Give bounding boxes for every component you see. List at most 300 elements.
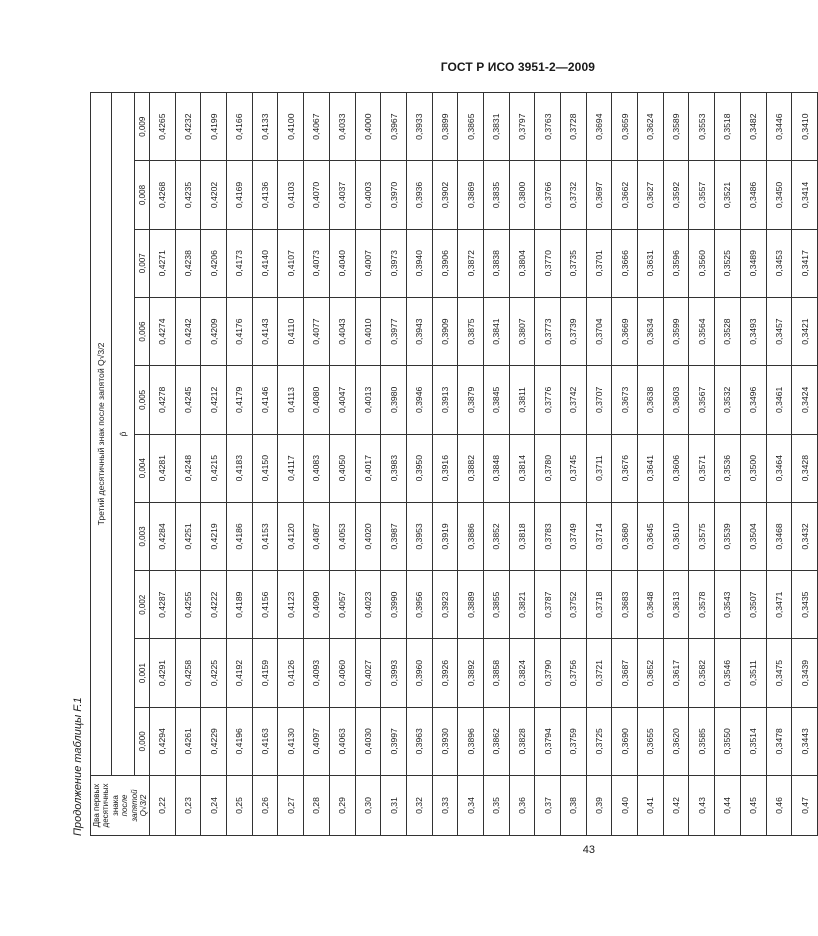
table-cell: 0,4146: [252, 366, 278, 434]
table-cell: 0,3909: [432, 297, 458, 365]
table-cell: 0,3482: [740, 93, 766, 161]
table-cell: 0,3896: [458, 707, 484, 775]
table-cell: 0,3933: [406, 93, 432, 161]
table-cell: 0,3872: [458, 229, 484, 297]
table-cell: 0,3567: [689, 366, 715, 434]
table-row: [509, 93, 535, 836]
table-cell: 0,3582: [689, 639, 715, 707]
table-cell: 0,3648: [638, 571, 664, 639]
table-cell: 0,4287: [150, 571, 176, 639]
table-cell: 0,4067: [304, 93, 330, 161]
table-cell: 0,4261: [175, 707, 201, 775]
row-key-cell: 0,46: [766, 776, 792, 836]
table-cell: 0,3930: [432, 707, 458, 775]
rotated-table-area: [68, 92, 810, 836]
table-row: [406, 93, 432, 836]
table-cell: 0,4113: [278, 366, 304, 434]
table-cell: 0,4202: [201, 161, 227, 229]
table-cell: 0,3824: [509, 639, 535, 707]
table-cell: 0,3770: [535, 229, 561, 297]
table-cell: 0,3797: [509, 93, 535, 161]
table-cell: 0,3970: [381, 161, 407, 229]
table-cell: 0,4199: [201, 93, 227, 161]
table-cell: 0,3919: [432, 502, 458, 570]
row-key-cell: 0,37: [535, 776, 561, 836]
table-cell: 0,3739: [561, 297, 587, 365]
table-cell: 0,4229: [201, 707, 227, 775]
table-cell: 0,3652: [638, 639, 664, 707]
row-key-cell: 0,45: [740, 776, 766, 836]
table-cell: 0,3592: [663, 161, 689, 229]
table-cell: 0,3557: [689, 161, 715, 229]
table-cell: 0,3596: [663, 229, 689, 297]
table-cell: 0,3585: [689, 707, 715, 775]
table-cell: 0,3913: [432, 366, 458, 434]
table-cell: 0,3578: [689, 571, 715, 639]
table-cell: 0,3936: [406, 161, 432, 229]
table-cell: 0,4284: [150, 502, 176, 570]
row-key-cell: 0,27: [278, 776, 304, 836]
table-cell: 0,3518: [715, 93, 741, 161]
table-row: [150, 93, 176, 836]
table-cell: 0,4196: [227, 707, 253, 775]
table-cell: 0,3987: [381, 502, 407, 570]
table-cell: 0,3690: [612, 707, 638, 775]
table-cell: 0,3725: [586, 707, 612, 775]
table-cell: 0,3728: [561, 93, 587, 161]
table-cell: 0,3687: [612, 639, 638, 707]
table-cell: 0,3421: [792, 297, 818, 365]
table-cell: 0,4043: [329, 297, 355, 365]
table-cell: 0,4050: [329, 434, 355, 502]
column-header: 0,009: [135, 93, 150, 161]
table-cell: 0,3845: [483, 366, 509, 434]
table-row: [792, 93, 818, 836]
table-row: [278, 93, 304, 836]
column-header: 0,003: [135, 502, 150, 570]
table-row: [535, 93, 561, 836]
table-cell: 0,4232: [175, 93, 201, 161]
table-cell: 0,3946: [406, 366, 432, 434]
row-header-line2: десятичных знака: [101, 783, 120, 828]
table-cell: 0,4265: [150, 93, 176, 161]
table-cell: 0,4258: [175, 639, 201, 707]
table-cell: 0,3560: [689, 229, 715, 297]
table-cell: 0,3745: [561, 434, 587, 502]
table-cell: 0,4013: [355, 366, 381, 434]
table-cell: 0,4097: [304, 707, 330, 775]
table-cell: 0,3655: [638, 707, 664, 775]
table-cell: 0,4107: [278, 229, 304, 297]
table-cell: 0,4117: [278, 434, 304, 502]
table-body: [150, 93, 818, 836]
table-cell: 0,4245: [175, 366, 201, 434]
table-row: [766, 93, 792, 836]
table-cell: 0,3950: [406, 434, 432, 502]
table-cell: 0,3852: [483, 502, 509, 570]
table-cell: 0,4053: [329, 502, 355, 570]
table-cell: 0,3889: [458, 571, 484, 639]
table-cell: 0,3916: [432, 434, 458, 502]
table-cell: 0,4010: [355, 297, 381, 365]
table-cell: 0,3432: [792, 502, 818, 570]
column-header: 0,000: [135, 707, 150, 775]
table-cell: 0,3603: [663, 366, 689, 434]
table-cell: 0,3953: [406, 502, 432, 570]
table-row: [304, 93, 330, 836]
table-cell: 0,3879: [458, 366, 484, 434]
table-cell: 0,3564: [689, 297, 715, 365]
table-cell: 0,3521: [715, 161, 741, 229]
table-cell: 0,4126: [278, 639, 304, 707]
table-cell: 0,3417: [792, 229, 818, 297]
table-cell: 0,3735: [561, 229, 587, 297]
column-header: 0,001: [135, 639, 150, 707]
table-cell: 0,3610: [663, 502, 689, 570]
table-cell: 0,3489: [740, 229, 766, 297]
table-cell: 0,3543: [715, 571, 741, 639]
table-cell: 0,4120: [278, 502, 304, 570]
table-cell: 0,3553: [689, 93, 715, 161]
table-cell: 0,3645: [638, 502, 664, 570]
table-cell: 0,3589: [663, 93, 689, 161]
table-cell: 0,3838: [483, 229, 509, 297]
table-cell: 0,3773: [535, 297, 561, 365]
column-header: 0,004: [135, 434, 150, 502]
table-cell: 0,3694: [586, 93, 612, 161]
table-cell: 0,3902: [432, 161, 458, 229]
table-cell: 0,3504: [740, 502, 766, 570]
row-header-line1: Два первых: [91, 783, 101, 828]
table-cell: 0,3732: [561, 161, 587, 229]
table-cell: 0,4040: [329, 229, 355, 297]
table-cell: 0,3983: [381, 434, 407, 502]
table-row: [201, 93, 227, 836]
table-cell: 0,4225: [201, 639, 227, 707]
row-key-cell: 0,23: [175, 776, 201, 836]
table-cell: 0,4173: [227, 229, 253, 297]
page-number: 43: [582, 844, 595, 856]
row-key-cell: 0,22: [150, 776, 176, 836]
table-cell: 0,3973: [381, 229, 407, 297]
table-row: [432, 93, 458, 836]
row-key-cell: 0,31: [381, 776, 407, 836]
row-key-cell: 0,41: [638, 776, 664, 836]
table-cell: 0,4271: [150, 229, 176, 297]
table-cell: 0,3967: [381, 93, 407, 161]
table-row: [355, 93, 381, 836]
table-cell: 0,4000: [355, 93, 381, 161]
row-key-cell: 0,34: [458, 776, 484, 836]
table-cell: 0,3882: [458, 434, 484, 502]
table-cell: 0,4100: [278, 93, 304, 161]
table-cell: 0,4183: [227, 434, 253, 502]
table-cell: 0,3453: [766, 229, 792, 297]
table-cell: 0,3980: [381, 366, 407, 434]
table-row: [483, 93, 509, 836]
table-cell: 0,3776: [535, 366, 561, 434]
table-cell: 0,4219: [201, 502, 227, 570]
table-cell: 0,3631: [638, 229, 664, 297]
table-cell: 0,3424: [792, 366, 818, 434]
column-header: 0,005: [135, 366, 150, 434]
table-cell: 0,4176: [227, 297, 253, 365]
table-cell: 0,4083: [304, 434, 330, 502]
table-cell: 0,3613: [663, 571, 689, 639]
table-cell: 0,3804: [509, 229, 535, 297]
table-cell: 0,3446: [766, 93, 792, 161]
table-cell: 0,4020: [355, 502, 381, 570]
table-cell: 0,3862: [483, 707, 509, 775]
table-cell: 0,3756: [561, 639, 587, 707]
table-cell: 0,3886: [458, 502, 484, 570]
table-cell: 0,3410: [792, 93, 818, 161]
table-cell: 0,4242: [175, 297, 201, 365]
table-cell: 0,3620: [663, 707, 689, 775]
table-cell: 0,4291: [150, 639, 176, 707]
column-header: 0,008: [135, 161, 150, 229]
table-cell: 0,3993: [381, 639, 407, 707]
table-cell: 0,4294: [150, 707, 176, 775]
row-key-cell: 0,28: [304, 776, 330, 836]
table-cell: 0,3443: [792, 707, 818, 775]
table-cell: 0,3711: [586, 434, 612, 502]
table-cell: 0,4047: [329, 366, 355, 434]
table-cell: 0,4136: [252, 161, 278, 229]
table-cell: 0,3532: [715, 366, 741, 434]
table-row: [227, 93, 253, 836]
table-cell: 0,3457: [766, 297, 792, 365]
table-cell: 0,4212: [201, 366, 227, 434]
table-cell: 0,4077: [304, 297, 330, 365]
table-cell: 0,4156: [252, 571, 278, 639]
table-cell: 0,3721: [586, 639, 612, 707]
table-cell: 0,3780: [535, 434, 561, 502]
table-cell: 0,3814: [509, 434, 535, 502]
table-cell: 0,3990: [381, 571, 407, 639]
row-key-cell: 0,24: [201, 776, 227, 836]
table-cell: 0,4206: [201, 229, 227, 297]
table-cell: 0,3790: [535, 639, 561, 707]
table-cell: 0,4017: [355, 434, 381, 502]
table-cell: 0,3617: [663, 639, 689, 707]
table-cell: 0,3794: [535, 707, 561, 775]
table-cell: 0,4080: [304, 366, 330, 434]
table-cell: 0,4150: [252, 434, 278, 502]
table-cell: 0,4033: [329, 93, 355, 161]
table-cell: 0,4248: [175, 434, 201, 502]
table-row: [715, 93, 741, 836]
table-cell: 0,3718: [586, 571, 612, 639]
table-cell: 0,4159: [252, 639, 278, 707]
table-cell: 0,3641: [638, 434, 664, 502]
table-cell: 0,3923: [432, 571, 458, 639]
table-cell: 0,4090: [304, 571, 330, 639]
row-key-cell: 0,43: [689, 776, 715, 836]
table-cell: 0,3821: [509, 571, 535, 639]
row-key-cell: 0,30: [355, 776, 381, 836]
table-cell: 0,3634: [638, 297, 664, 365]
table-cell: 0,3468: [766, 502, 792, 570]
table-row: [458, 93, 484, 836]
table-cell: 0,3428: [792, 434, 818, 502]
table-row: [663, 93, 689, 836]
group-header: Третий десятичный знак после запятой Q√3/2: [91, 93, 112, 776]
table-cell: 0,3869: [458, 161, 484, 229]
table-row: [689, 93, 715, 836]
table-cell: 0,3707: [586, 366, 612, 434]
row-key-cell: 0,33: [432, 776, 458, 836]
table-cell: 0,3926: [432, 639, 458, 707]
table-cell: 0,4251: [175, 502, 201, 570]
row-header-line3: после запятой Q√3/2: [120, 789, 148, 822]
table-cell: 0,3546: [715, 639, 741, 707]
table-cell: 0,3701: [586, 229, 612, 297]
table-cell: 0,3666: [612, 229, 638, 297]
table-cell: 0,3435: [792, 571, 818, 639]
table-cell: 0,4215: [201, 434, 227, 502]
table-cell: 0,3714: [586, 502, 612, 570]
table-cell: 0,3899: [432, 93, 458, 161]
table-cell: 0,3500: [740, 434, 766, 502]
table-cell: 0,3977: [381, 297, 407, 365]
table-cell: 0,3599: [663, 297, 689, 365]
table-cell: 0,3997: [381, 707, 407, 775]
table-cell: 0,4179: [227, 366, 253, 434]
table-row: [586, 93, 612, 836]
column-header: 0,002: [135, 571, 150, 639]
table-cell: 0,3749: [561, 502, 587, 570]
row-key-cell: 0,38: [561, 776, 587, 836]
table-cell: 0,3828: [509, 707, 535, 775]
table-cell: 0,3697: [586, 161, 612, 229]
row-key-cell: 0,36: [509, 776, 535, 836]
table-cell: 0,3943: [406, 297, 432, 365]
row-header-cell: [91, 776, 150, 836]
table-cell: 0,3831: [483, 93, 509, 161]
table-cell: 0,3550: [715, 707, 741, 775]
row-key-cell: 0,25: [227, 776, 253, 836]
row-key-cell: 0,42: [663, 776, 689, 836]
table-cell: 0,3759: [561, 707, 587, 775]
table-cell: 0,3575: [689, 502, 715, 570]
table-cell: 0,3858: [483, 639, 509, 707]
table-cell: 0,3662: [612, 161, 638, 229]
table-cell: 0,4163: [252, 707, 278, 775]
table-cell: 0,3439: [792, 639, 818, 707]
table-cell: 0,3414: [792, 161, 818, 229]
table-cell: 0,4140: [252, 229, 278, 297]
table-cell: 0,4027: [355, 639, 381, 707]
table-cell: 0,4278: [150, 366, 176, 434]
table-cell: 0,3835: [483, 161, 509, 229]
table-cell: 0,3514: [740, 707, 766, 775]
table-cell: 0,4073: [304, 229, 330, 297]
table-cell: 0,4070: [304, 161, 330, 229]
table-cell: 0,3807: [509, 297, 535, 365]
table-cell: 0,4110: [278, 297, 304, 365]
table-cell: 0,3624: [638, 93, 664, 161]
table-cell: 0,4169: [227, 161, 253, 229]
table-row: [175, 93, 201, 836]
table-continuation-label: Продолжение таблицы F.1: [72, 697, 84, 836]
table-cell: 0,3478: [766, 707, 792, 775]
table-cell: 0,3855: [483, 571, 509, 639]
table-cell: 0,4060: [329, 639, 355, 707]
table-cell: 0,3848: [483, 434, 509, 502]
table-cell: 0,3606: [663, 434, 689, 502]
table-cell: 0,4255: [175, 571, 201, 639]
column-header: 0,007: [135, 229, 150, 297]
table-cell: 0,4274: [150, 297, 176, 365]
table-cell: 0,4133: [252, 93, 278, 161]
table-row: [329, 93, 355, 836]
table-cell: 0,3818: [509, 502, 535, 570]
table-cell: 0,3752: [561, 571, 587, 639]
table-cell: 0,3461: [766, 366, 792, 434]
table-cell: 0,3536: [715, 434, 741, 502]
table-cell: 0,3638: [638, 366, 664, 434]
table-header: [91, 93, 150, 836]
table-cell: 0,4268: [150, 161, 176, 229]
table-cell: 0,3525: [715, 229, 741, 297]
table-cell: 0,4281: [150, 434, 176, 502]
table-cell: 0,3450: [766, 161, 792, 229]
table-cell: 0,4063: [329, 707, 355, 775]
row-key-cell: 0,44: [715, 776, 741, 836]
table-cell: 0,3680: [612, 502, 638, 570]
table-row: [381, 93, 407, 836]
table-cell: 0,3571: [689, 434, 715, 502]
table-cell: 0,3763: [535, 93, 561, 161]
table-cell: 0,3766: [535, 161, 561, 229]
table-cell: 0,3956: [406, 571, 432, 639]
table-cell: 0,3940: [406, 229, 432, 297]
p-symbol: p̂: [112, 93, 135, 776]
table-row: [561, 93, 587, 836]
column-header: 0,006: [135, 297, 150, 365]
table-cell: 0,3475: [766, 639, 792, 707]
table-row: [252, 93, 278, 836]
table-cell: 0,3627: [638, 161, 664, 229]
table-cell: 0,3783: [535, 502, 561, 570]
table-cell: 0,3892: [458, 639, 484, 707]
table-cell: 0,3906: [432, 229, 458, 297]
table-cell: 0,4123: [278, 571, 304, 639]
table-row: [740, 93, 766, 836]
table-cell: 0,3486: [740, 161, 766, 229]
table-cell: 0,3471: [766, 571, 792, 639]
table-cell: 0,4189: [227, 571, 253, 639]
table-cell: 0,4235: [175, 161, 201, 229]
table-cell: 0,3464: [766, 434, 792, 502]
table-cell: 0,3496: [740, 366, 766, 434]
table-cell: 0,4093: [304, 639, 330, 707]
table-cell: 0,4007: [355, 229, 381, 297]
table-cell: 0,3676: [612, 434, 638, 502]
row-key-cell: 0,39: [586, 776, 612, 836]
table-cell: 0,4103: [278, 161, 304, 229]
table-cell: 0,3493: [740, 297, 766, 365]
table-cell: 0,3539: [715, 502, 741, 570]
table-cell: 0,4238: [175, 229, 201, 297]
row-key-cell: 0,47: [792, 776, 818, 836]
table-cell: 0,4087: [304, 502, 330, 570]
table-cell: 0,4166: [227, 93, 253, 161]
table-cell: 0,4192: [227, 639, 253, 707]
table-cell: 0,4186: [227, 502, 253, 570]
table-cell: 0,3528: [715, 297, 741, 365]
